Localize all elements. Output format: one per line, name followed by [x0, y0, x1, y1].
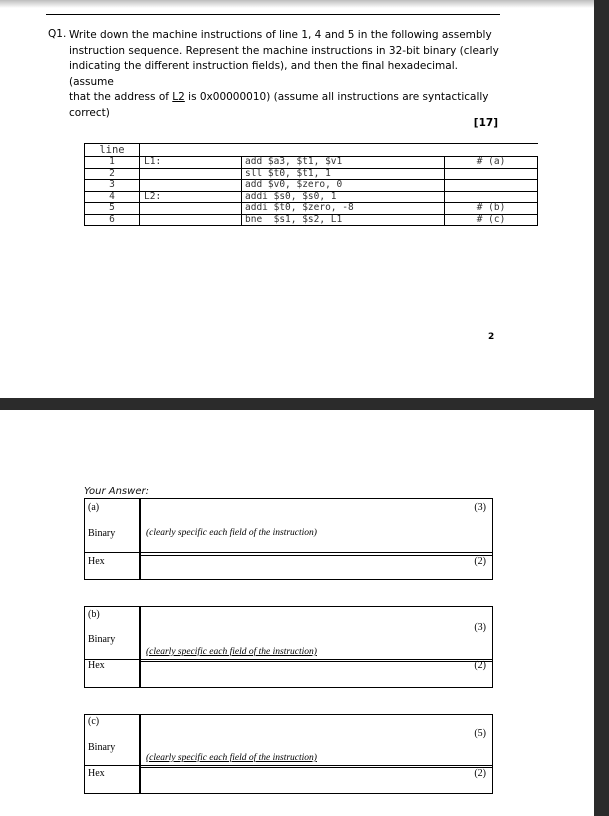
binary-points: (3) — [474, 502, 486, 513]
viewer-scroll-gutter — [594, 0, 609, 816]
hex-answer-box[interactable] — [139, 659, 493, 688]
instruction-cell: add $v0, $zero, 0 — [242, 180, 445, 192]
line-number-cell: 2 — [85, 168, 140, 180]
label-cell — [140, 180, 242, 192]
binary-answer-box[interactable] — [139, 498, 493, 556]
document-page-2 — [0, 410, 594, 816]
hex-answer-box[interactable] — [139, 552, 493, 580]
label-cell: L1: — [140, 157, 242, 169]
page-number: 2 — [488, 332, 495, 342]
table-row — [85, 180, 538, 192]
question-line: instruction sequence. Represent the machine instructions in 32-bit binary (clearly — [69, 44, 499, 57]
question-line: Write down the machine instructions of line 1, 4 and 5 in the following assembly — [69, 29, 492, 41]
line-number-cell: 4 — [85, 191, 140, 203]
hex-points: (2) — [474, 556, 486, 567]
assembly-code-table — [84, 143, 538, 226]
hex-points: (2) — [474, 768, 486, 779]
document-page-1 — [0, 0, 594, 398]
instruction-cell: bne $s1, $s2, L1 — [242, 214, 445, 226]
question-line — [69, 90, 501, 106]
instruction-cell: add $a3, $t1, $v1 — [242, 157, 445, 169]
question-line-text: is 0x00000010) (assume all instructions are syntactically — [184, 91, 489, 103]
hex-points: (2) — [474, 660, 486, 671]
header-spacer — [140, 144, 538, 157]
comment-cell: # (a) — [445, 157, 538, 169]
binary-label: Binary — [88, 528, 116, 539]
instruction-cell: sll $t0, $t1, 1 — [242, 168, 445, 180]
table-row — [85, 168, 538, 180]
binary-hint: (clearly specific each field of the instruction) — [146, 753, 317, 763]
comment-cell — [445, 168, 538, 180]
part-id: (a) — [88, 502, 100, 513]
question-line: correct) — [69, 106, 110, 119]
binary-label: Binary — [88, 634, 116, 645]
line-number-cell: 6 — [85, 214, 140, 226]
table-row — [85, 203, 538, 215]
table-header-row — [85, 144, 538, 157]
hex-label: Hex — [88, 768, 105, 779]
question-number: Q1. — [48, 28, 67, 40]
binary-label: Binary — [88, 742, 116, 753]
header-rule — [46, 14, 500, 15]
label-cell — [140, 168, 242, 180]
part-id: (c) — [88, 716, 100, 727]
line-number-cell: 5 — [85, 203, 140, 215]
total-marks: [17] — [473, 117, 498, 129]
line-number-cell: 1 — [85, 157, 140, 169]
instruction-cell: addi $s0, $s0, 1 — [242, 191, 445, 203]
table-row — [85, 157, 538, 169]
question-line: indicating the different instruction fields), and then the final hexadecimal. (assume — [69, 60, 458, 88]
binary-hint: (clearly specific each field of the instruction) — [146, 647, 317, 657]
instruction-cell: addi $t0, $zero, -8 — [242, 203, 445, 215]
hex-label: Hex — [88, 556, 105, 567]
comment-cell — [445, 191, 538, 203]
label-cell — [140, 214, 242, 226]
hex-answer-box[interactable] — [139, 765, 493, 794]
line-number-cell: 3 — [85, 180, 140, 192]
question-text — [69, 28, 501, 121]
table-row — [85, 191, 538, 203]
hex-label: Hex — [88, 660, 105, 671]
table-row — [85, 214, 538, 226]
answer-heading: Your Answer: — [84, 486, 149, 497]
comment-cell — [445, 180, 538, 192]
page-top-shadow — [0, 0, 594, 8]
question-line-text: that the address of — [69, 91, 173, 103]
column-header-line: line — [85, 144, 140, 157]
comment-cell: # (b) — [445, 203, 538, 215]
binary-hint: (clearly specific each field of the instruction) — [146, 528, 317, 538]
part-id: (b) — [88, 609, 100, 620]
comment-cell: # (c) — [445, 214, 538, 226]
label-cell: L2: — [140, 191, 242, 203]
binary-points: (3) — [474, 622, 486, 633]
binary-points: (5) — [474, 728, 486, 739]
label-cell — [140, 203, 242, 215]
label-reference: L2 — [172, 91, 185, 103]
